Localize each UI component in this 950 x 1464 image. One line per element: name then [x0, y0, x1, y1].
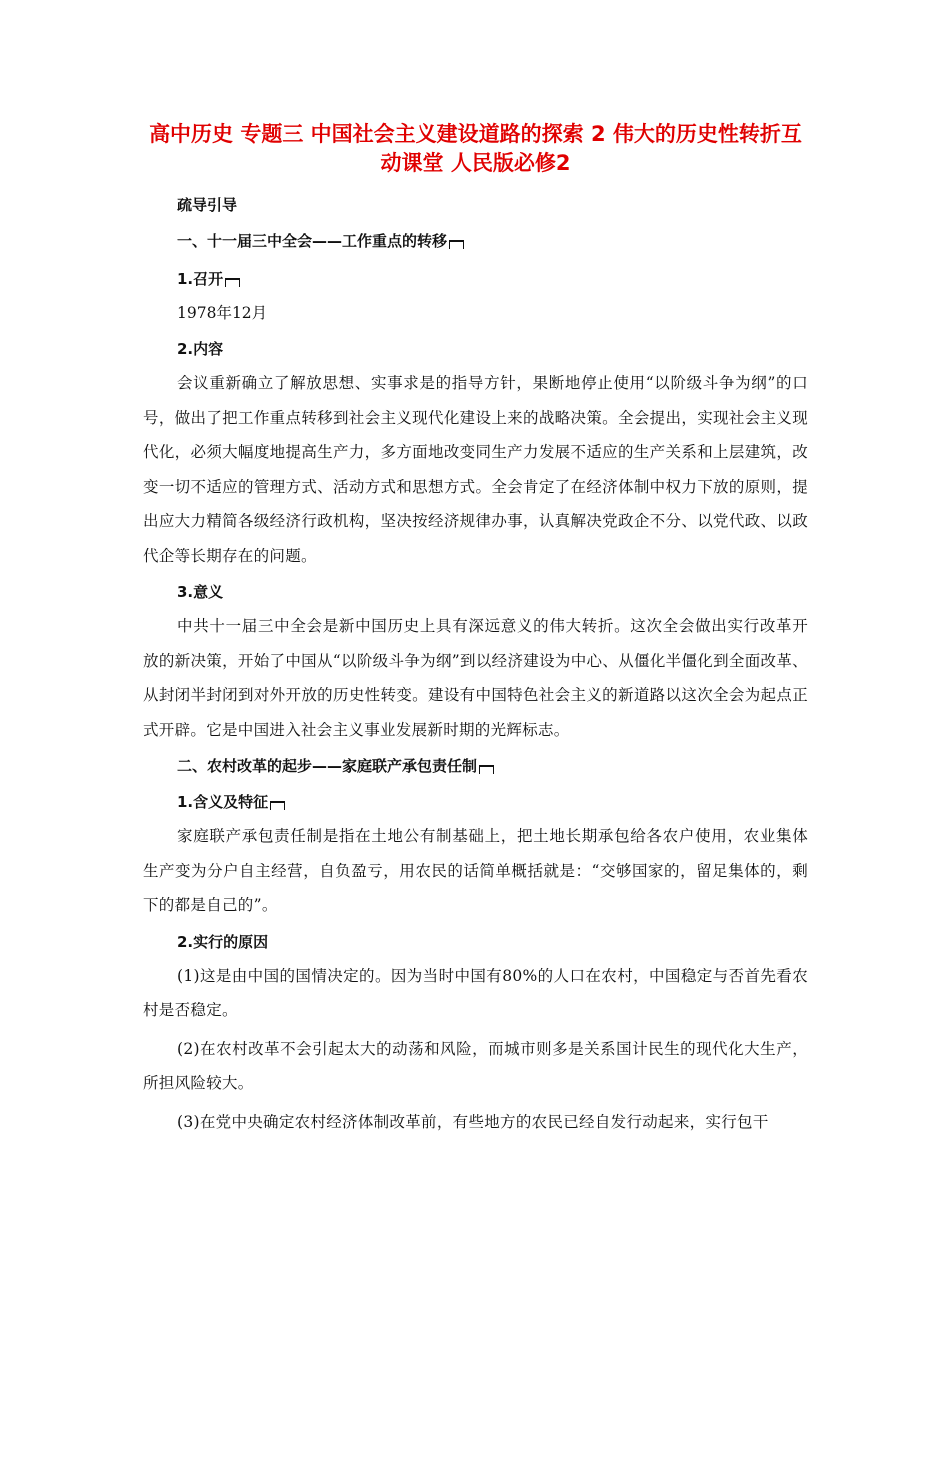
section1-sub3-text: 3.意义	[177, 583, 224, 601]
meeting-date: 1978年12月	[177, 304, 268, 322]
anchor-mark-icon	[270, 801, 285, 810]
section1-sub2	[143, 338, 808, 360]
section1-sub2-text: 2.内容	[177, 340, 224, 358]
anchor-mark-icon	[449, 240, 464, 249]
section2-heading-text: 二、农村改革的起步——家庭联产承包责任制	[177, 757, 478, 775]
section1-sub3	[143, 581, 808, 603]
section2-sub1-text: 1.含义及特征	[177, 793, 269, 811]
definition-paragraph: 家庭联产承包责任制是指在土地公有制基础上，把土地长期承包给各农户使用，农业集体生产变为分户自主经营，自负盈亏，用农民的话简单概括就是：“交够国家的，留足集体的，剩下的都是自己的”。	[143, 827, 808, 914]
section2-heading	[143, 755, 808, 777]
anchor-mark-icon	[225, 278, 240, 287]
content-paragraph: 会议重新确立了解放思想、实事求是的指导方针，果断地停止使用“以阶级斗争为纲”的口号，做出了把工作重点转移到社会主义现代化建设上来的战略决策。全会提出，实现社会主义现代化，必须大幅度地提高生产力，多方面地改变同生产力发展不适应的生产关系和上层建筑，改变一切不适应的管理方式、活动方式和思想方式。全会肯定了在经济体制中权力下放的原则，提出应大力精简各级经济行政机构，坚决按经济规律办事，认真解决党政企不分、以党代政、以政代企等长期存在的问题。	[143, 374, 808, 565]
section1-sub1	[143, 268, 808, 290]
reason-paragraph-2: (2)在农村改革不会引起太大的动荡和风险，而城市则多是关系国计民生的现代化大生产，所担风险较大。	[143, 1039, 808, 1092]
section1-heading-text: 一、十一届三中全会——工作重点的转移	[177, 232, 448, 250]
section2-sub2	[143, 931, 808, 953]
guide-heading-text: 疏导引导	[177, 196, 238, 214]
meaning-paragraph: 中共十一届三中全会是新中国历史上具有深远意义的伟大转折。这次全会做出实行改革开放的新决策，开始了中国从“以阶级斗争为纲”到以经济建设为中心、从僵化半僵化到全面改革、从封闭半封闭到对外开放的历史性转变。建设有中国特色社会主义的新道路以这次全会为起点正式开辟。它是中国进入社会主义事业发展新时期的光辉标志。	[143, 617, 808, 739]
guide-heading	[143, 194, 808, 216]
reason-paragraph-3: (3)在党中央确定农村经济体制改革前，有些地方的农民已经自发行动起来，实行包干	[177, 1112, 769, 1131]
section2-sub1	[143, 791, 808, 813]
section1-heading	[143, 230, 808, 252]
reason-paragraph-1: (1)这是由中国的国情决定的。因为当时中国有80%的人口在农村，中国稳定与否首先看农村是否稳定。	[143, 966, 808, 1019]
section1-sub1-text: 1.召开	[177, 270, 224, 288]
document-title: 高中历史 专题三 中国社会主义建设道路的探索 2 伟大的历史性转折互动课堂 人民版必修2	[149, 122, 802, 175]
document-page	[0, 120, 950, 1464]
section2-sub2-text: 2.实行的原因	[177, 932, 269, 951]
anchor-mark-icon	[479, 765, 494, 774]
